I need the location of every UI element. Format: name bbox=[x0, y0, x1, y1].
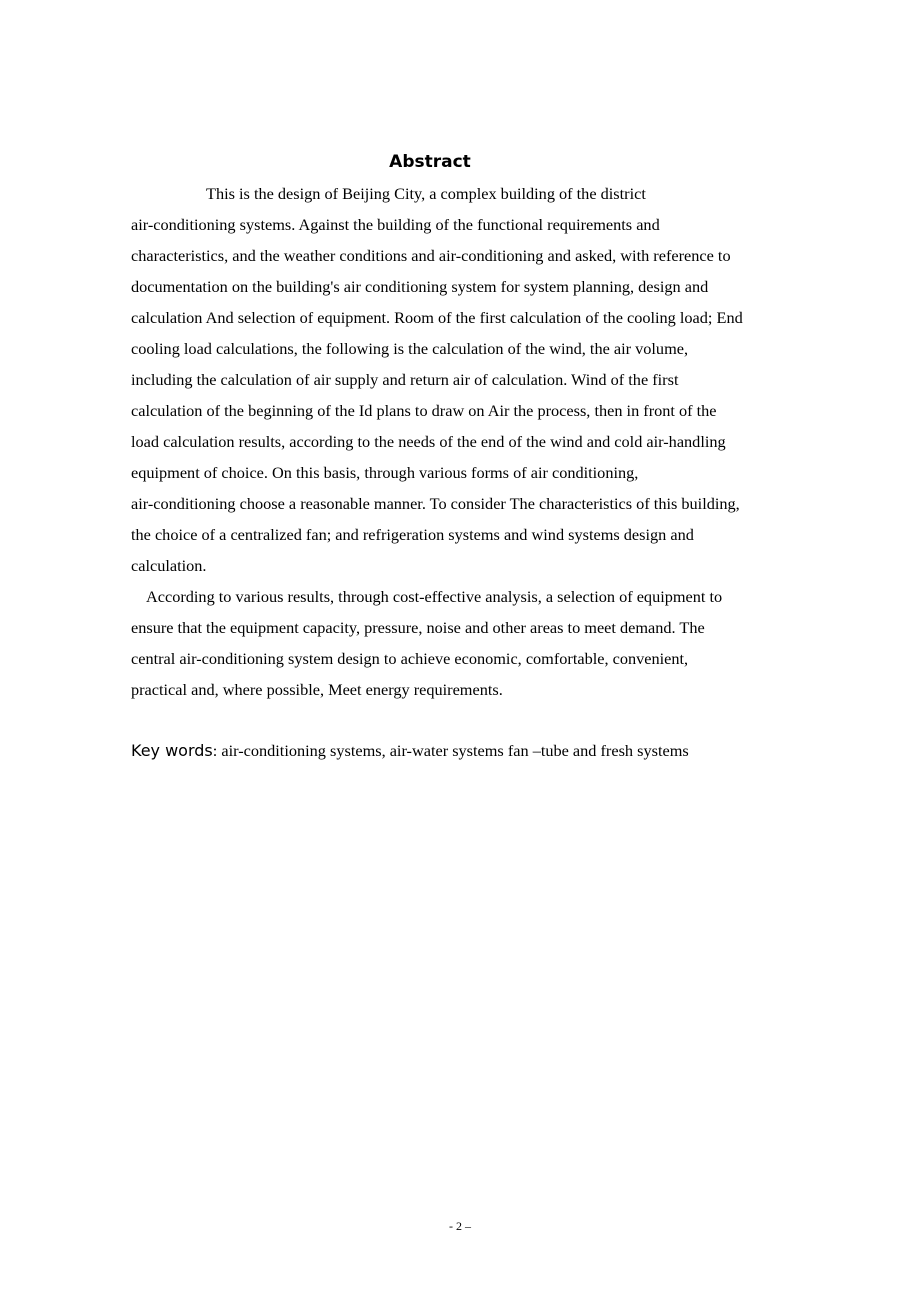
text-line: ensure that the equipment capacity, pressure, noise and other areas to meet demand. The bbox=[131, 618, 705, 637]
abstract-paragraph-1 bbox=[131, 178, 836, 581]
abstract-title: Abstract bbox=[389, 152, 471, 172]
text-line: calculation. bbox=[131, 556, 207, 575]
text-line: practical and, where possible, Meet energy requirements. bbox=[131, 680, 503, 699]
text-line: calculation And selection of equipment. Room of the first calculation of the cooling load; End bbox=[131, 308, 743, 327]
text-line: including the calculation of air supply and return air of calculation. Wind of the first bbox=[131, 370, 679, 389]
text-line: equipment of choice. On this basis, through various forms of air conditioning, bbox=[131, 463, 639, 482]
text-line: cooling load calculations, the following is the calculation of the wind, the air volume, bbox=[131, 339, 689, 358]
page-number: - 2 – bbox=[449, 1219, 471, 1233]
text-line: According to various results, through cost-effective analysis, a selection of equipment to bbox=[146, 587, 723, 606]
text-line: documentation on the building's air conditioning system for system planning, design and bbox=[131, 277, 709, 296]
keywords-text: : air-conditioning systems, air-water systems fan –tube and fresh systems bbox=[212, 741, 689, 760]
keywords-line bbox=[131, 735, 836, 766]
text-line: the choice of a centralized fan; and refrigeration systems and wind systems design and bbox=[131, 525, 694, 544]
abstract-paragraph-2 bbox=[131, 581, 836, 705]
text-line: air-conditioning systems. Against the building of the functional requirements and bbox=[131, 215, 660, 234]
text-line: load calculation results, according to the needs of the end of the wind and cold air-handling bbox=[131, 432, 726, 451]
text-line: central air-conditioning system design to achieve economic, comfortable, convenient, bbox=[131, 649, 689, 668]
text-line: calculation of the beginning of the Id plans to draw on Air the process, then in front of the bbox=[131, 401, 717, 420]
text-line: This is the design of Beijing City, a complex building of the district bbox=[206, 184, 646, 203]
text-line: characteristics, and the weather conditions and air-conditioning and asked, with reference to bbox=[131, 246, 731, 265]
keywords-label: Key words bbox=[131, 741, 213, 760]
text-line: air-conditioning choose a reasonable manner. To consider The characteristics of this building, bbox=[131, 494, 740, 513]
